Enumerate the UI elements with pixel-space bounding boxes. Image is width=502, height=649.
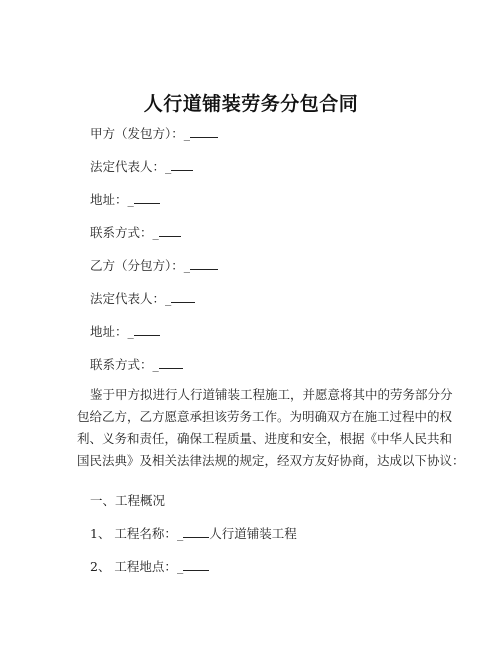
party-a-contact-line xyxy=(90,223,181,241)
blank-prefix: _ xyxy=(152,357,159,372)
party-b-address-label: 地址： xyxy=(90,324,128,339)
party-a-blank xyxy=(190,125,218,138)
party-a-contact-blank xyxy=(159,224,181,237)
blank-prefix: _ xyxy=(165,291,172,306)
item-1-value: 人行道铺装工程 xyxy=(209,526,297,541)
party-a-address-line xyxy=(90,190,160,208)
party-a-contact-label: 联系方式： xyxy=(90,225,153,240)
blank-prefix: _ xyxy=(176,526,184,541)
item-2-label: 2、 工程地点： xyxy=(90,559,177,574)
item-1-label: 1、 工程名称： xyxy=(90,526,177,541)
party-b-address-line xyxy=(90,322,160,340)
preamble-line: 利、义务和责任，确保工程质量、进度和安全，根据《中华人民共和 xyxy=(77,431,453,446)
party-b-label: 乙方（分包方）： xyxy=(90,258,184,273)
blank-prefix: _ xyxy=(127,324,134,339)
preamble-paragraph xyxy=(77,384,465,472)
blank-prefix: _ xyxy=(152,225,159,240)
item-1-blank xyxy=(183,525,209,538)
party-b-blank xyxy=(190,257,218,270)
section-1-heading: 一、工程概况 xyxy=(90,493,166,508)
party-b-contact-blank xyxy=(159,356,183,369)
party-b-contact-line xyxy=(90,355,183,373)
blank-prefix: _ xyxy=(127,192,134,207)
party-b-rep-blank xyxy=(171,290,195,303)
party-a-rep-blank xyxy=(171,158,193,171)
party-b-rep-line xyxy=(90,289,195,307)
party-a-label: 甲方（发包方）： xyxy=(90,126,184,141)
blank-prefix: _ xyxy=(183,258,191,273)
document-title: 人行道铺装劳务分包合同 xyxy=(143,93,359,115)
blank-prefix: _ xyxy=(165,159,172,174)
party-a-address-label: 地址： xyxy=(90,192,128,207)
preamble-line: 国民法典》及相关法律法规的规定，经双方友好协商，达成以下协议： xyxy=(77,453,465,468)
party-a-rep-label: 法定代表人： xyxy=(90,159,166,174)
blank-prefix: _ xyxy=(183,126,191,141)
party-a-address-blank xyxy=(134,191,160,204)
party-a-line xyxy=(90,124,218,142)
preamble-line: 鉴于甲方拟进行人行道铺装工程施工，并愿意将其中的劳务部分分 xyxy=(90,387,453,402)
party-b-rep-label: 法定代表人： xyxy=(90,291,166,306)
item-2-line xyxy=(90,557,209,575)
item-1-line xyxy=(90,524,297,542)
preamble-line: 包给乙方，乙方愿意承担该劳务工作。为明确双方在施工过程中的权 xyxy=(77,409,453,424)
item-2-blank xyxy=(183,558,209,571)
party-b-line xyxy=(90,256,218,274)
party-a-rep-line xyxy=(90,157,193,175)
party-b-address-blank xyxy=(134,323,160,336)
party-b-contact-label: 联系方式： xyxy=(90,357,153,372)
blank-prefix: _ xyxy=(176,559,184,574)
